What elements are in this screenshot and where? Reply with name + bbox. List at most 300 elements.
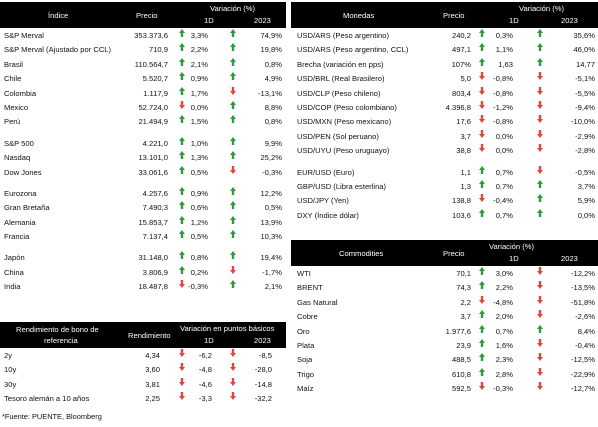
indices-row-1d: 0,5%: [190, 167, 208, 177]
arrow-up-icon: [179, 58, 185, 66]
currencies-row-2023: 14,77: [575, 59, 595, 69]
indices-row-name: China: [4, 267, 24, 277]
currencies-row-2023: 5,9%: [577, 196, 595, 206]
arrow-down-icon: [537, 267, 543, 275]
currencies-row-price: 107%: [451, 59, 471, 69]
arrow-down-icon: [537, 353, 543, 361]
indices-row-2023: 0,8%: [264, 59, 282, 69]
indices-header: [0, 2, 286, 28]
indices-row-2023: -0,3%: [262, 167, 282, 177]
arrow-up-icon: [230, 201, 236, 209]
bonds-row-name: 2y: [4, 351, 13, 360]
arrow-up-icon: [230, 216, 236, 224]
commodities-row-2023: -13,5%: [570, 283, 595, 293]
currencies-header: [291, 2, 598, 28]
currencies-row-1d: 0,7%: [495, 210, 513, 220]
indices-row-name: Eurozona: [4, 188, 37, 198]
source-note: *Fuente: PUENTE, Bloomberg: [2, 412, 102, 421]
currencies-row: [291, 43, 598, 57]
currencies-row-name: USD/COP (Peso colombiano): [297, 102, 397, 112]
indices-row-name: Alemania: [4, 217, 36, 227]
commodities-row: [291, 281, 598, 295]
currencies-row: [291, 87, 598, 101]
bonds-row-1d: -4,6: [198, 379, 212, 389]
currencies-row: [291, 130, 598, 144]
indices-row-2023: 0,5%: [264, 203, 282, 213]
indices-row-1d: 0,0%: [190, 102, 208, 112]
currencies-row-1d: 1,1%: [495, 45, 513, 55]
arrow-down-icon: [230, 266, 236, 274]
currencies-row-2023: 0,0%: [577, 210, 595, 220]
indices-row-price: 110.564,7: [134, 59, 168, 69]
currencies-row-2023: -9,4%: [575, 102, 595, 112]
arrow-up-icon: [179, 137, 185, 145]
commodities-row-2023: 8,4%: [577, 326, 595, 336]
bonds-row-name: 30y: [4, 379, 17, 389]
indices-row-1d: -0,3%: [188, 282, 208, 292]
arrow-up-icon: [230, 58, 236, 66]
arrow-up-icon: [230, 137, 236, 145]
indices-row-name: Nasdaq: [4, 153, 31, 163]
currencies-row-1d: -0,8%: [493, 117, 513, 127]
indices-row-price: 1.117,9: [143, 88, 168, 98]
indices-row-price: 52.724,0: [138, 102, 168, 112]
bonds-header-variation: Variación en puntos básicos: [180, 324, 275, 333]
currencies-row-2023: -2,8%: [575, 146, 595, 156]
arrow-down-icon: [537, 166, 543, 174]
bonds-row-price: 2,25: [145, 394, 160, 404]
indices-row-1d: 0,9%: [190, 74, 208, 84]
arrow-up-icon: [230, 280, 236, 288]
currencies-header-variation: Variación (%): [519, 4, 565, 13]
bonds-header-name-line1: Rendimiento de bono de: [16, 325, 99, 334]
arrow-down-icon: [537, 382, 543, 390]
commodities-row-1d: 2,0%: [495, 312, 513, 322]
indices-row: [0, 230, 286, 244]
arrow-up-icon: [230, 251, 236, 259]
arrow-up-icon: [479, 281, 485, 289]
currencies-row-name: USD/ARS (Peso argentino, CCL): [297, 45, 409, 55]
arrow-down-icon: [179, 363, 185, 371]
arrow-up-icon: [479, 58, 485, 66]
arrow-down-icon: [179, 101, 185, 109]
bonds-row-2023: -8,5: [258, 351, 272, 360]
arrow-down-icon: [479, 382, 485, 390]
indices-row-1d: 0,2%: [190, 267, 208, 277]
bonds-row-1d: -3,3: [198, 394, 212, 404]
commodities-row: [291, 339, 598, 353]
arrow-up-icon: [479, 310, 485, 318]
commodities-row-price: 74,3: [456, 283, 471, 293]
indices-row-1d: 1,3%: [190, 153, 208, 163]
indices-row-2023: 10,3%: [260, 232, 282, 242]
indices-row: [0, 151, 286, 165]
currencies-row: [291, 29, 598, 43]
arrow-down-icon: [479, 72, 485, 80]
indices-table: [0, 2, 286, 295]
arrow-down-icon: [479, 130, 485, 138]
bonds-header-yield: Rendimiento: [128, 331, 171, 340]
currencies-row-2023: -10,0%: [570, 117, 595, 127]
currencies-row-price: 103,6: [451, 210, 471, 220]
currencies-header-1d: 1D: [509, 16, 519, 25]
commodities-row-price: 488,5: [451, 355, 471, 365]
arrow-up-icon: [230, 187, 236, 195]
arrow-down-icon: [537, 310, 543, 318]
indices-row-price: 31.148,0: [138, 253, 168, 263]
arrow-up-icon: [479, 29, 485, 37]
arrow-down-icon: [230, 349, 236, 357]
commodities-row-name: Gas Natural: [297, 297, 338, 307]
indices-row-1d: 1,5%: [190, 117, 208, 127]
arrow-up-icon: [179, 201, 185, 209]
arrow-up-icon: [179, 115, 185, 123]
currencies-row-name: DXY (Índice dólar): [297, 210, 359, 220]
indices-row: [0, 58, 286, 72]
arrow-down-icon: [537, 339, 543, 347]
indices-row-name: S&P Merval (Ajustado por CCL): [4, 45, 112, 55]
currencies-row-price: 4.396,8: [445, 102, 471, 112]
indices-row-1d: 1,2%: [190, 217, 208, 227]
commodities-row-1d: 3,0%: [495, 269, 513, 278]
bonds-row-1d: -4,8: [198, 365, 212, 375]
bonds-row-price: 3,60: [145, 365, 160, 375]
indices-row-2023: -1,7%: [262, 267, 282, 277]
arrow-down-icon: [537, 368, 543, 376]
row-gap: [0, 130, 286, 137]
arrow-down-icon: [537, 130, 543, 138]
indices-row: [0, 166, 286, 180]
arrow-up-icon: [537, 43, 543, 51]
arrow-up-icon: [479, 209, 485, 217]
currencies-row-price: 1,1: [460, 167, 471, 177]
arrow-up-icon: [179, 266, 185, 274]
indices-row: [0, 101, 286, 115]
indices-row-1d: 3,3%: [190, 31, 208, 40]
bonds-header-name-line2: referencia: [44, 336, 78, 345]
commodities-header-name: Commodities: [339, 249, 384, 258]
currencies-row: [291, 72, 598, 86]
bonds-row-2023: -28,0: [254, 365, 272, 375]
currencies-row-price: 240,2: [451, 31, 471, 40]
currencies-row-2023: 46,0%: [573, 45, 595, 55]
currencies-row-name: USD/UYU (Peso uruguayo): [297, 146, 390, 156]
indices-row: [0, 216, 286, 230]
arrow-up-icon: [537, 209, 543, 217]
arrow-up-icon: [230, 115, 236, 123]
commodities-row-2023: -12,2%: [570, 269, 595, 278]
currencies-row: [291, 166, 598, 180]
currencies-header-name: Monedas: [343, 11, 375, 20]
bonds-row: [0, 392, 286, 406]
bonds-header-1d: 1D: [204, 336, 214, 345]
indices-row-name: Francia: [4, 232, 30, 242]
arrow-up-icon: [479, 339, 485, 347]
arrow-down-icon: [230, 392, 236, 400]
currencies-row: [291, 194, 598, 208]
currencies-row-2023: -2,9%: [575, 131, 595, 141]
indices-row-1d: 0,5%: [190, 232, 208, 242]
indices-row-price: 7.137,4: [142, 232, 168, 242]
currencies-row: [291, 209, 598, 223]
commodities-row-name: WTI: [297, 269, 311, 278]
indices-row-1d: 2,2%: [190, 45, 208, 55]
arrow-down-icon: [179, 392, 185, 400]
arrow-down-icon: [537, 115, 543, 123]
commodities-row: [291, 368, 598, 382]
arrow-down-icon: [479, 194, 485, 202]
indices-row: [0, 201, 286, 215]
arrow-up-icon: [179, 251, 185, 259]
indices-row: [0, 72, 286, 86]
indices-row-name: Chile: [4, 74, 22, 84]
arrow-down-icon: [479, 87, 485, 95]
indices-row: [0, 87, 286, 101]
indices-row-name: Gran Bretaña: [4, 203, 50, 213]
indices-header-name: Índice: [48, 11, 69, 20]
arrow-up-icon: [479, 353, 485, 361]
currencies-row-1d: 0,3%: [495, 31, 513, 40]
arrow-down-icon: [537, 72, 543, 80]
currencies-row-price: 497,1: [451, 45, 471, 55]
indices-row-name: India: [4, 282, 21, 292]
indices-row-2023: 74,9%: [260, 31, 282, 40]
indices-row-name: Dow Jones: [4, 167, 42, 177]
currencies-row-1d: 0,7%: [495, 167, 513, 177]
currencies-row-2023: -5,5%: [575, 88, 595, 98]
indices-row-price: 4.257,6: [142, 188, 168, 198]
currencies-row-name: USD/MXN (Peso mexicano): [297, 117, 392, 127]
arrow-up-icon: [230, 101, 236, 109]
commodities-row-price: 2,2: [460, 297, 471, 307]
arrow-down-icon: [537, 101, 543, 109]
currencies-row-price: 803,4: [451, 88, 471, 98]
arrow-up-icon: [479, 267, 485, 275]
indices-row: [0, 29, 286, 43]
commodities-row-2023: -2,6%: [575, 312, 595, 322]
currencies-row-name: USD/ARS (Peso argentino): [297, 31, 390, 40]
commodities-row-name: Cobre: [297, 312, 318, 322]
currencies-row-1d: 0,0%: [495, 146, 513, 156]
indices-row-price: 33.061,6: [138, 167, 168, 177]
bonds-row: [0, 363, 286, 377]
indices-row-2023: 9,9%: [264, 138, 282, 148]
currencies-row-price: 138,8: [451, 196, 471, 206]
arrow-up-icon: [230, 230, 236, 238]
commodities-row: [291, 382, 598, 396]
currencies-row-1d: -0,4%: [493, 196, 513, 206]
currencies-row-price: 1,3: [460, 181, 471, 191]
indices-row: [0, 251, 286, 265]
indices-row-price: 4.221,0: [142, 138, 168, 148]
currencies-row-2023: 35,6%: [573, 31, 595, 40]
arrow-up-icon: [479, 166, 485, 174]
commodities-row: [291, 296, 598, 310]
currencies-row-name: USD/JPY (Yen): [297, 196, 349, 206]
commodities-row-1d: 2,3%: [495, 355, 513, 365]
currencies-row: [291, 58, 598, 72]
indices-row: [0, 115, 286, 129]
indices-row-2023: 13,9%: [260, 217, 282, 227]
currencies-rows: [291, 28, 598, 223]
currencies-row-2023: -5,1%: [575, 74, 595, 84]
arrow-up-icon: [230, 72, 236, 80]
indices-row-name: S&P 500: [4, 138, 34, 148]
commodities-row: [291, 267, 598, 281]
commodities-row-name: Plata: [297, 340, 315, 350]
commodities-row-1d: -4,8%: [493, 297, 513, 307]
indices-row-1d: 2,1%: [190, 59, 208, 69]
commodities-row-name: Oro: [297, 326, 310, 336]
indices-row: [0, 266, 286, 280]
commodities-row-1d: 1,6%: [495, 340, 513, 350]
arrow-down-icon: [537, 87, 543, 95]
row-gap: [291, 159, 598, 166]
commodities-row-name: BRENT: [297, 283, 323, 293]
arrow-up-icon: [179, 216, 185, 224]
indices-row-2023: 19,8%: [260, 45, 282, 55]
indices-row-name: Colombia: [4, 88, 37, 98]
currencies-row-1d: 0,0%: [495, 131, 513, 141]
indices-row-price: 18.487,8: [138, 282, 168, 292]
bonds-header-2023: 2023: [254, 336, 271, 345]
bonds-rows: [0, 348, 286, 407]
commodities-header: [291, 240, 598, 266]
arrow-up-icon: [537, 194, 543, 202]
arrow-up-icon: [537, 58, 543, 66]
currencies-row: [291, 180, 598, 194]
indices-header-2023: 2023: [254, 16, 271, 25]
arrow-down-icon: [537, 281, 543, 289]
currencies-row-price: 38,8: [456, 146, 471, 156]
commodities-table: [291, 240, 598, 397]
arrow-up-icon: [537, 180, 543, 188]
currencies-table: [291, 2, 598, 223]
currencies-row-price: 17,6: [456, 117, 471, 127]
arrow-down-icon: [479, 296, 485, 304]
arrow-up-icon: [230, 29, 236, 37]
currencies-row-name: Brecha (variación en pps): [297, 59, 384, 69]
indices-row-2023: 19,4%: [260, 253, 282, 263]
bonds-row-name: Tesoro alemán a 10 años: [4, 394, 90, 404]
arrow-down-icon: [230, 378, 236, 386]
currencies-row-price: 5,0: [460, 74, 471, 84]
bonds-table: [0, 322, 286, 407]
arrow-up-icon: [479, 43, 485, 51]
indices-row-2023: 25,2%: [260, 153, 282, 163]
bonds-row-name: 10y: [4, 365, 17, 375]
currencies-row: [291, 115, 598, 129]
arrow-down-icon: [479, 144, 485, 152]
commodities-row-2023: -51,8%: [570, 297, 595, 307]
currencies-row-name: EUR/USD (Euro): [297, 167, 355, 177]
indices-row-2023: -13,1%: [257, 88, 282, 98]
currencies-row: [291, 101, 598, 115]
indices-row: [0, 137, 286, 151]
indices-row-price: 13.101,0: [138, 153, 168, 163]
commodities-row-2023: -12,5%: [570, 355, 595, 365]
commodities-header-variation: Variación (%): [489, 242, 535, 251]
currencies-row-name: USD/CLP (Peso chileno): [297, 88, 381, 98]
commodities-header-2023: 2023: [561, 254, 578, 263]
currencies-row-2023: -0,5%: [575, 167, 595, 177]
currencies-row-1d: -0,8%: [493, 88, 513, 98]
currencies-row-1d: 1,63: [498, 59, 513, 69]
indices-row-price: 21.494,9: [138, 117, 168, 127]
commodities-row-1d: 0,7%: [495, 326, 513, 336]
indices-row-price: 7.490,3: [142, 203, 168, 213]
commodities-row-price: 23,9: [456, 340, 471, 350]
indices-row-name: Mexico: [4, 102, 29, 112]
currencies-row-1d: -1,2%: [493, 102, 513, 112]
bonds-row: [0, 378, 286, 392]
row-gap: [0, 180, 286, 187]
commodities-row-name: Soja: [297, 355, 313, 365]
indices-row-2023: 12,2%: [260, 188, 282, 198]
commodities-rows: [291, 266, 598, 397]
arrow-down-icon: [479, 115, 485, 123]
currencies-header-2023: 2023: [561, 16, 578, 25]
currencies-row-1d: -0,8%: [493, 74, 513, 84]
indices-row-1d: 0,6%: [190, 203, 208, 213]
arrow-down-icon: [230, 87, 236, 95]
indices-row-price: 353.373,6: [134, 31, 168, 40]
bonds-row-price: 4,34: [145, 351, 160, 360]
arrow-up-icon: [179, 187, 185, 195]
commodities-row-1d: 2,2%: [495, 283, 513, 293]
arrow-up-icon: [179, 72, 185, 80]
currencies-row-2023: 3,7%: [577, 181, 595, 191]
commodities-row-1d: 2,8%: [495, 369, 513, 379]
commodities-row-1d: -0,3%: [493, 384, 513, 394]
bonds-row: [0, 349, 286, 363]
arrow-down-icon: [479, 101, 485, 109]
commodities-row-name: Maíz: [297, 384, 314, 394]
indices-header-variation: Variación (%): [210, 4, 256, 13]
commodities-row: [291, 325, 598, 339]
bonds-header: [0, 322, 286, 348]
arrow-up-icon: [479, 325, 485, 333]
indices-row-2023: 8,8%: [264, 102, 282, 112]
indices-row: [0, 43, 286, 57]
indices-row-price: 5.520,7: [142, 74, 168, 84]
arrow-up-icon: [230, 151, 236, 159]
commodities-header-price: Precio: [443, 249, 465, 258]
currencies-row-price: 3,7: [460, 131, 471, 141]
currencies-header-price: Precio: [443, 11, 465, 20]
arrow-down-icon: [537, 144, 543, 152]
bonds-row-2023: -14,8: [254, 379, 272, 389]
commodities-row-price: 610,8: [451, 369, 471, 379]
indices-row-name: Perú: [4, 117, 21, 127]
arrow-up-icon: [537, 29, 543, 37]
indices-row-2023: 2,1%: [264, 282, 282, 292]
indices-header-1d: 1D: [204, 16, 214, 25]
arrow-down-icon: [179, 378, 185, 386]
arrow-down-icon: [179, 280, 185, 288]
indices-row-2023: 0,8%: [264, 117, 282, 127]
arrow-up-icon: [537, 325, 543, 333]
currencies-row: [291, 144, 598, 158]
commodities-row-price: 1.977,6: [445, 326, 471, 336]
indices-header-price: Precio: [136, 11, 158, 20]
indices-row: [0, 187, 286, 201]
commodities-row-price: 3,7: [460, 312, 471, 322]
arrow-up-icon: [179, 43, 185, 51]
currencies-row-name: GBP/USD (Libra esterlina): [297, 181, 387, 191]
bonds-row-price: 3,81: [145, 379, 160, 389]
bonds-row-1d: -6,2: [198, 351, 212, 360]
